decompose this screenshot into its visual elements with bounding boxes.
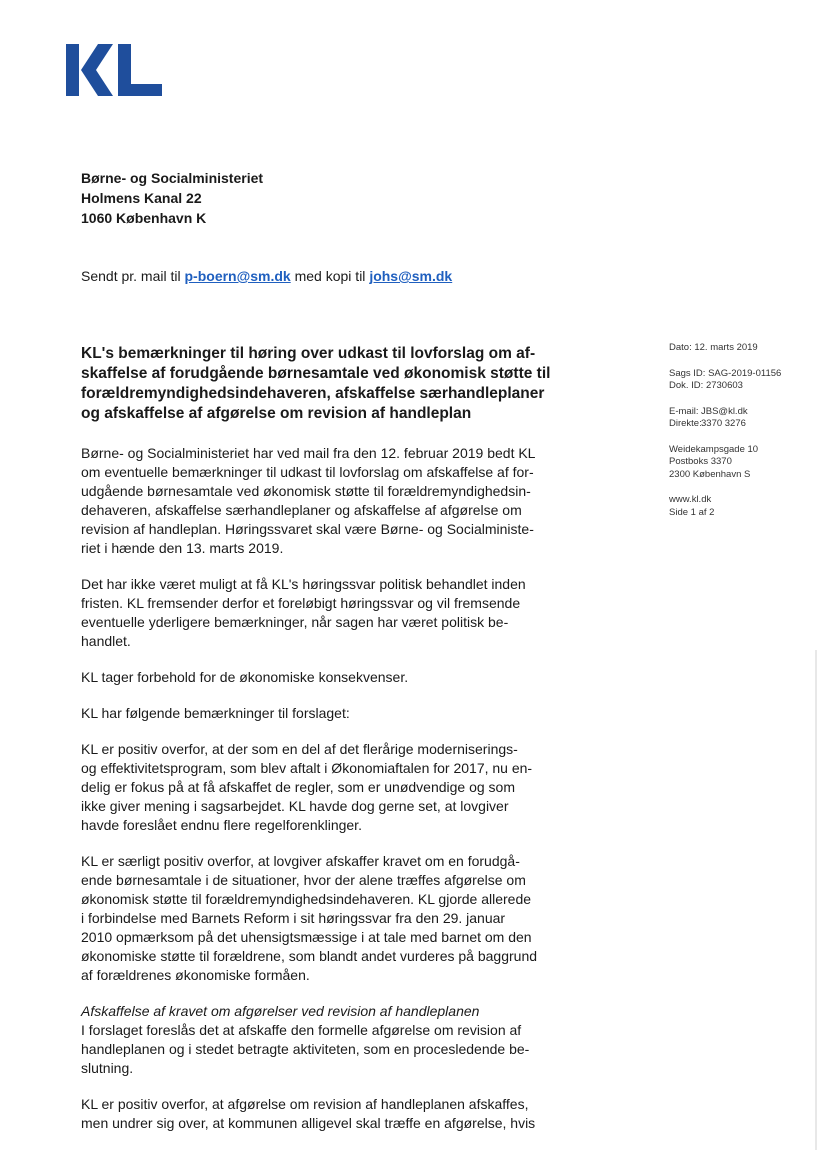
- contact-group: [669, 406, 781, 431]
- line: I forslaget foreslås det at afskaffe den formelle afgørelse om revision af: [81, 1022, 522, 1038]
- paragraph: [81, 444, 561, 558]
- line: ikke giver mening i sagsarbejdet. KL havde dog gerne set, at lovgiver: [81, 798, 509, 814]
- line: Børne- og Socialministeriet har ved mail fra den 12. februar 2019 bedt KL: [81, 445, 536, 461]
- line: og effektivitetsprogram, som blev aftalt i Økonomiaftalen for 2017, nu en-: [81, 760, 533, 776]
- paragraph: [81, 740, 561, 835]
- web-page-group: [669, 494, 781, 519]
- paragraph: [81, 575, 561, 651]
- line: KL er særligt positiv overfor, at lovgiver afskaffer kravet om en forudgå-: [81, 853, 520, 869]
- direkte-value: 3370 3276: [701, 418, 746, 429]
- paragraph: [81, 668, 561, 687]
- line: økonomisk støtte til forældremyndighedsindehaveren. KL gjorde allerede: [81, 891, 532, 907]
- line: 2010 opmærksom på det uhensigtsmæssige i at tale med barnet om den: [81, 929, 532, 945]
- sender-city: 2300 København S: [669, 468, 751, 480]
- line: fristen. KL fremsender derfor et foreløbigt høringssvar og vil fremsende: [81, 595, 521, 611]
- sender-street: Weidekampsgade 10: [669, 443, 759, 455]
- title-line: og afskaffelse af afgørelse om revision af handleplan: [81, 405, 472, 422]
- sidebar-info: [669, 342, 781, 532]
- email-link-copy[interactable]: johs@sm.dk: [369, 268, 453, 284]
- recipient-name: Børne- og Socialministeriet: [81, 170, 264, 186]
- line: handleplanen og i stedet betragte aktiviteten, som en procesledende be-: [81, 1041, 530, 1057]
- line: delig er fokus på at få afskaffet de regler, som er unødvendige og som: [81, 779, 515, 795]
- dok-id: Dok. ID: 2730603: [669, 380, 743, 391]
- title-line: KL's bemærkninger til høring over udkast til lovforslag om af-: [81, 345, 536, 362]
- date-text: Dato: 12. marts 2019: [669, 342, 758, 353]
- direkte-label: Direkte:: [669, 418, 702, 429]
- paragraph: [81, 1002, 561, 1078]
- line: Det har ikke været muligt at få KL's høringssvar politisk behandlet inden: [81, 576, 526, 592]
- line: slutning.: [81, 1060, 134, 1076]
- website: www.kl.dk: [669, 494, 712, 505]
- email-link-primary[interactable]: p-boern@sm.dk: [184, 268, 291, 284]
- line: men undrer sig over, at kommunen alligevel skal træffe en afgørelse, hvis: [81, 1115, 536, 1131]
- line: KL har følgende bemærkninger til forslaget:: [81, 705, 350, 721]
- line: i forbindelse med Barnets Reform i sit høringssvar fra den 29. januar: [81, 910, 506, 926]
- email-value: JBS@kl.dk: [701, 405, 748, 417]
- page-number: Side 1 af 2: [669, 506, 715, 518]
- paragraph: [81, 852, 561, 985]
- case-ids: [669, 368, 781, 393]
- line: KL er positiv overfor, at der som en del af det flerårige moderniserings-: [81, 741, 518, 757]
- scan-edge-shadow: [815, 650, 817, 1150]
- line: riet i hænde den 13. marts 2019.: [81, 540, 284, 556]
- sent-middle: med kopi til: [290, 268, 370, 284]
- line: dehaveren, afskaffelse særhandleplaner og afskaffelse af afgørelse om: [81, 502, 522, 518]
- line: ende børnesamtale i de situationer, hvor der alene træffes afgørelse om: [81, 872, 526, 888]
- postal-address: [669, 444, 781, 482]
- line: KL tager forbehold for de økonomiske konsekvenser.: [81, 669, 409, 685]
- recipient-street: Holmens Kanal 22: [81, 190, 202, 206]
- date-group: [669, 342, 781, 355]
- line: om eventuelle bemærkninger til udkast til lovforslag om afskaffelse af for-: [81, 464, 534, 480]
- title-line: forældremyndighedsindehaveren, afskaffelse særhandleplaner: [81, 385, 545, 402]
- title-line: skaffelse af forudgående børnesamtale ved økonomisk støtte til: [81, 365, 551, 382]
- sags-id: Sags ID: SAG-2019-01156: [669, 367, 782, 379]
- sender-postbox: Postboks 3370: [669, 456, 732, 467]
- recipient-address: [81, 168, 263, 228]
- sent-prefix: Sendt pr. mail til: [81, 268, 185, 284]
- email-label: E-mail:: [669, 405, 699, 417]
- line: handlet.: [81, 633, 131, 649]
- line: KL er positiv overfor, at afgørelse om revision af handleplanen afskaffes,: [81, 1096, 529, 1112]
- paragraph: [81, 704, 561, 723]
- kl-logo: [66, 42, 164, 98]
- section-heading: Afskaffelse af kravet om afgørelser ved revision af handleplanen: [81, 1003, 480, 1019]
- line: havde foreslået endnu flere regelforenklinger.: [81, 817, 362, 833]
- letter-body: [81, 444, 561, 1150]
- recipient-city: 1060 København K: [81, 210, 207, 226]
- letter-title: [81, 344, 561, 424]
- line: eventuelle yderligere bemærkninger, når sagen har været politisk be-: [81, 614, 509, 630]
- line: udgående børnesamtale ved økonomisk støtte til forældremyndighedsin-: [81, 483, 531, 499]
- sent-line: [81, 268, 452, 284]
- paragraph: [81, 1095, 561, 1133]
- line: revision af handleplan. Høringssvaret skal være Børne- og Socialministe-: [81, 521, 534, 537]
- line: økonomiske støtte til forældrene, som blandt andet vurderes på baggrund: [81, 948, 538, 964]
- line: af forældrenes økonomiske formåen.: [81, 967, 310, 983]
